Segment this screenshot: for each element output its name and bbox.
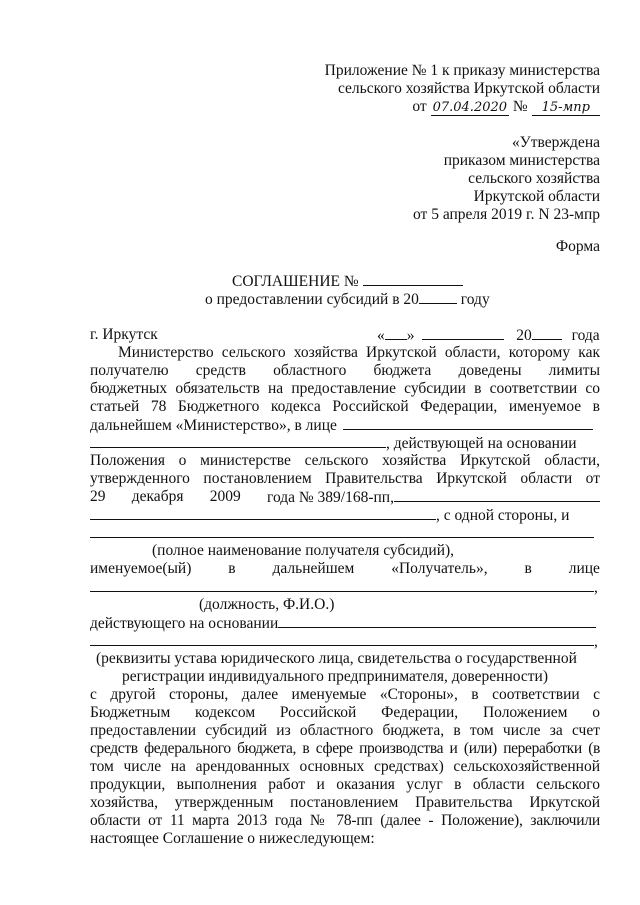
named-f: лице: [568, 560, 600, 577]
from-prefix: от: [412, 98, 427, 115]
basis-blank: [278, 614, 596, 628]
p1-line-6: [90, 434, 600, 452]
named-e: в: [524, 560, 532, 577]
p2-line-7: хозяйства, утвержденным постановлением Правительства Иркутской: [90, 794, 600, 811]
basis-blank-2: [90, 632, 594, 646]
recipient-blank: [90, 524, 594, 538]
position-blank: [90, 578, 594, 592]
agreement-title: [232, 272, 463, 290]
date-year-blank: [532, 326, 562, 340]
p1-line-5: [90, 416, 593, 434]
p1-line-7: Положения о министерстве сельского хозяйства Иркутской области,: [90, 452, 600, 469]
p1-decree-text: года № 389/168-пп,: [266, 489, 394, 506]
p1-line-3: бюджетных обязательств на предоставление субсидии в соответствии со: [90, 380, 600, 397]
comma-2: ,: [594, 633, 598, 650]
subtitle-text-b: году: [460, 291, 490, 308]
year-prefix: 20: [516, 327, 532, 344]
acting-on-line: [90, 614, 596, 632]
hint-docs-line-1: (реквизиты устава юридического лица, свидетельства о государственной: [96, 650, 577, 667]
p2-line-8: области от 11 марта 2013 года № 78-пп (далее - Положение), заключили: [90, 812, 600, 829]
recipient-line: [90, 524, 594, 542]
acting-on-text: действующего на основании: [90, 615, 279, 632]
p1-line-8: утвержденного постановлением Правительства Иркутской области от: [90, 470, 600, 487]
appendix-line-1: Приложение № 1 к приказу министерства: [324, 62, 600, 79]
decree-blank: [394, 488, 600, 502]
appendix-date-number: [412, 98, 600, 116]
handwritten-number: 15-мпр: [532, 100, 600, 116]
p1-month: декабря: [131, 488, 184, 505]
p2-line-1: с другой стороны, далее именуемые «Стороны», в соответствии с: [90, 686, 600, 703]
quote-open: «: [377, 327, 385, 344]
p1-decree: [267, 488, 600, 506]
position-line: [90, 578, 598, 596]
subtitle-text-a: о предоставлении субсидий в 20: [205, 291, 419, 308]
year-blank: [419, 290, 457, 304]
p1-line-10-text: , с одной стороны, и: [436, 507, 570, 524]
basis-line-2: [90, 632, 598, 650]
p2-line-2: Бюджетным кодексом Российской Федерации, Положением о: [90, 704, 600, 721]
party-blank: [90, 506, 436, 520]
approved-line-5: от 5 апреля 2019 г. N 23-мпр: [413, 206, 600, 223]
p1-year: 2009: [209, 488, 241, 505]
hint-position: (должность, Ф.И.О.): [199, 596, 335, 613]
form-label: Форма: [555, 238, 600, 255]
p2-line-3: предоставлении субсидий из областного бюджета, в том числе за счет: [90, 722, 600, 739]
date-blanks: [377, 326, 600, 344]
named-a: именуемое(ый): [90, 560, 192, 577]
named-d: «Получатель»,: [391, 560, 488, 577]
p1-line-5-text: дальнейшем «Министерство», в лице: [90, 417, 337, 434]
p2-line-6: продукции, выполнения работ и оказания услуг в области сельского: [90, 776, 600, 793]
approved-line-2: приказом министерства: [443, 152, 600, 169]
p1-line-6-text: , действующей на основании: [386, 435, 577, 452]
p1-line-10: [90, 506, 569, 524]
number-prefix: №: [512, 98, 528, 115]
hint-recipient: (полное наименование получателя субсидий),: [152, 542, 455, 559]
representative-blank-b: [90, 434, 386, 448]
p2-line-4: средств федерального бюджета, в сфере производства и (или) переработки (в: [90, 740, 600, 757]
day-blank: [385, 326, 407, 340]
approved-line-3: сельского хозяйства: [468, 170, 600, 187]
approved-line-4: Иркутской области: [473, 188, 600, 205]
p1-line-4: статьей 78 Бюджетного кодекса Российской Федерации, именуемое в: [90, 398, 600, 415]
agreement-title-text: СОГЛАШЕНИЕ №: [232, 273, 359, 290]
p2-line-9: настоящее Соглашение о нижеследующем:: [90, 830, 375, 847]
comma-1: ,: [594, 579, 598, 596]
handwritten-date: 07.04.2020: [432, 100, 508, 115]
p2-line-5: том числе на арендованных основных средствах) сельскохозяйственной: [90, 758, 600, 775]
city: г. Иркутск: [90, 326, 158, 343]
named-b: в: [228, 560, 236, 577]
appendix-line-2: сельского хозяйства Иркутской области: [337, 80, 600, 97]
p1-day: 29: [90, 488, 106, 505]
p1-line-2: получателю средств областного бюджета доведены лимиты: [90, 362, 600, 379]
representative-blank-a: [343, 416, 593, 430]
agreement-number-blank: [363, 272, 463, 286]
p1-line-1: Министерство сельского хозяйства Иркутской области, которому как: [118, 344, 600, 361]
quote-close: »: [406, 327, 415, 344]
named-line: [90, 560, 600, 577]
month-blank: [422, 326, 504, 340]
approved-line-1: «Утверждена: [511, 134, 600, 151]
agreement-subtitle: [205, 290, 490, 308]
year-suffix: года: [571, 327, 600, 344]
named-c: дальнейшем: [272, 560, 355, 577]
hint-docs-line-2: регистрации индивидуального предпринимателя, доверенности): [122, 668, 548, 685]
p1-line-9: [90, 488, 600, 506]
